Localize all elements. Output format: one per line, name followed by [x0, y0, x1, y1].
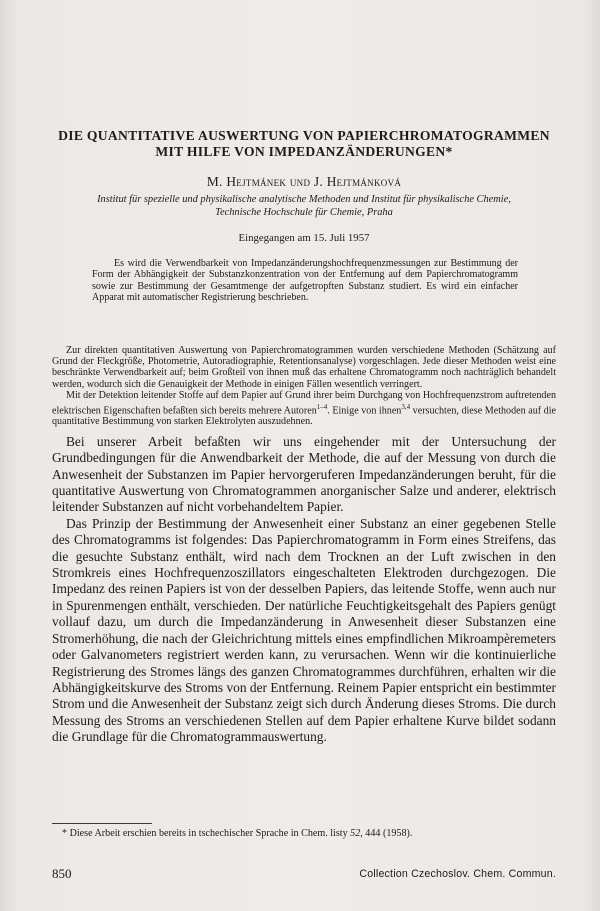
authors: M. Hejtmánek und J. Hejtmánková	[206, 174, 402, 189]
intro-text-b: . Einige von ihnen	[327, 405, 402, 417]
abstract: Es wird die Verwendbarkeit von Impedanzänderungshochfrequenzmessungen zur Bestimmung der Form der Abhängigkeit der Substanzkonzentration von der Entfernung auf dem Papierchromatogramm sowie zur Bestimmung der Gesamtmenge der aufgetropften Substanz studiert. Es wird ein einfacher Apparat mit automatischer Registrierung beschrieben.	[92, 258, 518, 304]
main-text	[52, 434, 556, 746]
body-paragraph-2: Das Prinzip der Bestimmung der Anwesenheit einer Substanz an einer gegebenen Stelle des Chromatogramms ist folgendes: Das Papierchromatogramm in Form eines Streifens, das die gesuchte Substanz enthält, wird nach dem Trocknen an der Luft zwischen in den Stromkreis eines Hochfrequenzoszillators eingeschalteten Elektroden durchgezogen. Die Impedanz des reinen Papiers ist von der desselben Papiers, das leitende Stoffe, wenn auch nur in Spurenmengen enthält, verschieden. Der natürliche Feuchtigkeitsgehalt des Papiers genügt vollauf dazu, um durch die Impedanzänderung in Anwesenheit dieser Substanzen eine Stromerhöhung, die nach der Gleichrichtung mittels eines empfindlichen Mikroampèremeters oder Galvanometers registriert werden kann, zu verursachen. Wenn wir die kontinuierliche Registrierung des Stromes längs des ganzen Chromatogrammes durchführen, erhalten wir die Abhängigkeitskurve des Stroms von der Entfernung. Reinem Papier entspricht ein bestimmter Strom und die Anwesenheit der Substanz zeigt sich durch Änderung dieses Stroms. Die durch Messung des Stroms an verschiedenen Stellen auf dem Papier erhaltene Kurve bildet sodann die Grundlage für die Chromatogrammauswertung.	[52, 515, 556, 745]
journal-name: Collection Czechoslov. Chem. Commun.	[359, 868, 556, 880]
page-number: 850	[52, 866, 72, 881]
article-content	[52, 128, 556, 746]
body-paragraph-1: Bei unserer Arbeit befaßten wir uns eingehender mit der Untersuchung der Grundbedingungen für die Anwendbarkeit der Methode, die auf der Messung von durch die Anwesenheit der Substanzen im Papier hervorgeruferen Impedanzänderungen beruht, für die quantitative Auswertung von Chromatogrammen anorganischer Salze und anderer, elektrisch leitender Substanzen auf nicht vorbehandeltem Papier.	[52, 433, 556, 515]
affiliation	[52, 194, 556, 219]
footnote-text: * Diese Arbeit erschien bereits in tschechischer Sprache in Chem. listy	[62, 828, 351, 839]
footnote	[52, 828, 556, 840]
affiliation-line-1: Institut für spezielle und physikalische analytische Methoden und Institut für physikalische Chemie,	[97, 194, 511, 205]
introduction-small-print	[52, 345, 556, 428]
reference-superscript: 3,4	[401, 402, 411, 411]
footnote-text-end: , 444 (1958).	[360, 828, 413, 839]
intro-paragraph-1: Zur direkten quantitativen Auswertung von Papierchromatogrammen wurden verschiedene Methoden (Schätzung auf Grund der Fleckgröße, Photometrie, Autoradiographie, Retentionsanalyse) vorgeschlagen. Jede dieser Methoden weist eine beschränkte Verwendbarkeit auf; beim Großteil von ihnen muß das erhaltene Chromatogramm noch nachträglich behandelt werden, wodurch sich die Genauigkeit der Methode in einigen Fällen wesentlich verringert.	[52, 344, 556, 390]
title-line-2: MIT HILFE VON IMPEDANZÄNDERUNGEN*	[155, 144, 453, 159]
intro-text-c: versuchten, diese Methoden auf die quantitative Bestimmung von starken Elektrolyten auszudehnen.	[52, 405, 557, 428]
reference-superscript: 1–4	[316, 402, 328, 411]
received-date: Eingegangen am 15. Juli 1957	[238, 232, 370, 244]
intro-text-a: Mit der Detektion leitender Stoffe auf dem Papier auf Grund ihrer beim Durchgang von Hochfrequenzstrom auftretenden elektrischen Eigenschaften befaßten sich bereits mehrere Autoren	[52, 390, 556, 417]
footnote-volume: 52	[350, 828, 361, 839]
footnote-rule	[52, 823, 152, 824]
article-title	[52, 128, 556, 160]
intro-paragraph-2	[52, 390, 556, 428]
affiliation-line-2: Technische Hochschule für Chemie, Praha	[215, 206, 393, 218]
title-line-1: DIE QUANTITATIVE AUSWERTUNG VON PAPIERCHROMATOGRAMMEN	[58, 128, 550, 143]
